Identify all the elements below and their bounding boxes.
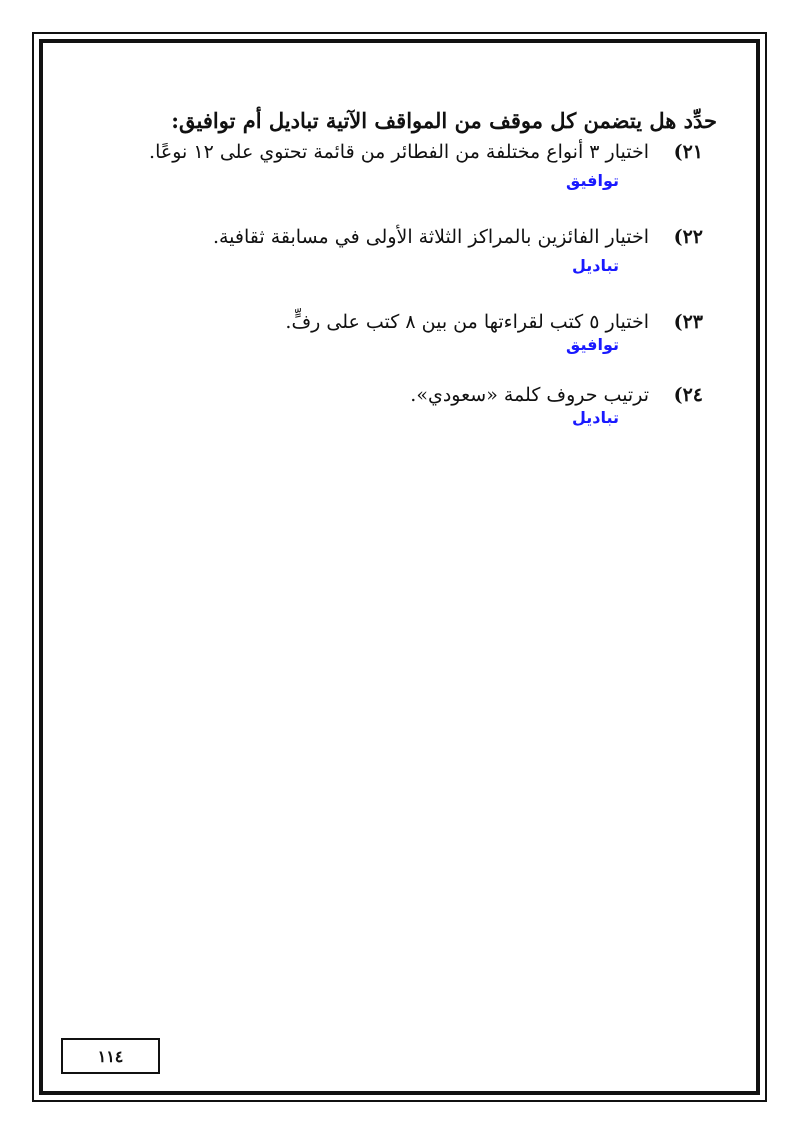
question-number: ٢١): [673, 141, 703, 163]
question-number: ٢٣): [673, 311, 703, 333]
question-21: [97, 141, 717, 190]
question-text: ترتيب حروف كلمة «سعودي».: [410, 384, 649, 406]
answer-text: تباديل: [571, 408, 619, 427]
question-line: [97, 384, 703, 406]
question-line: [97, 141, 703, 163]
question-24: [97, 384, 717, 427]
answer-text: توافيق: [566, 335, 619, 354]
question-line: [97, 226, 703, 248]
answer-text: توافيق: [566, 171, 619, 190]
worksheet-content: [97, 108, 717, 463]
answer-text: تباديل: [571, 256, 619, 275]
question-number: ٢٤): [673, 384, 703, 406]
question-23: [97, 311, 717, 354]
question-text: اختيار ٥ كتب لقراءتها من بين ٨ كتب على رفٍّ.: [285, 311, 649, 333]
page-number-box: [61, 1038, 160, 1074]
page-number: ١١٤: [97, 1046, 124, 1066]
question-number: ٢٢): [673, 226, 703, 248]
question-text: اختيار ٣ أنواع مختلفة من الفطائر من قائمة تحتوي على ١٢ نوعًا.: [149, 141, 649, 163]
question-line: [97, 311, 703, 333]
question-22: [97, 226, 717, 275]
question-text: اختيار الفائزين بالمراكز الثلاثة الأولى في مسابقة ثقافية.: [212, 226, 649, 248]
instruction-text: حدِّد هل يتضمن كل موقف من المواقف الآتية تباديل أم توافيق:: [171, 108, 717, 133]
